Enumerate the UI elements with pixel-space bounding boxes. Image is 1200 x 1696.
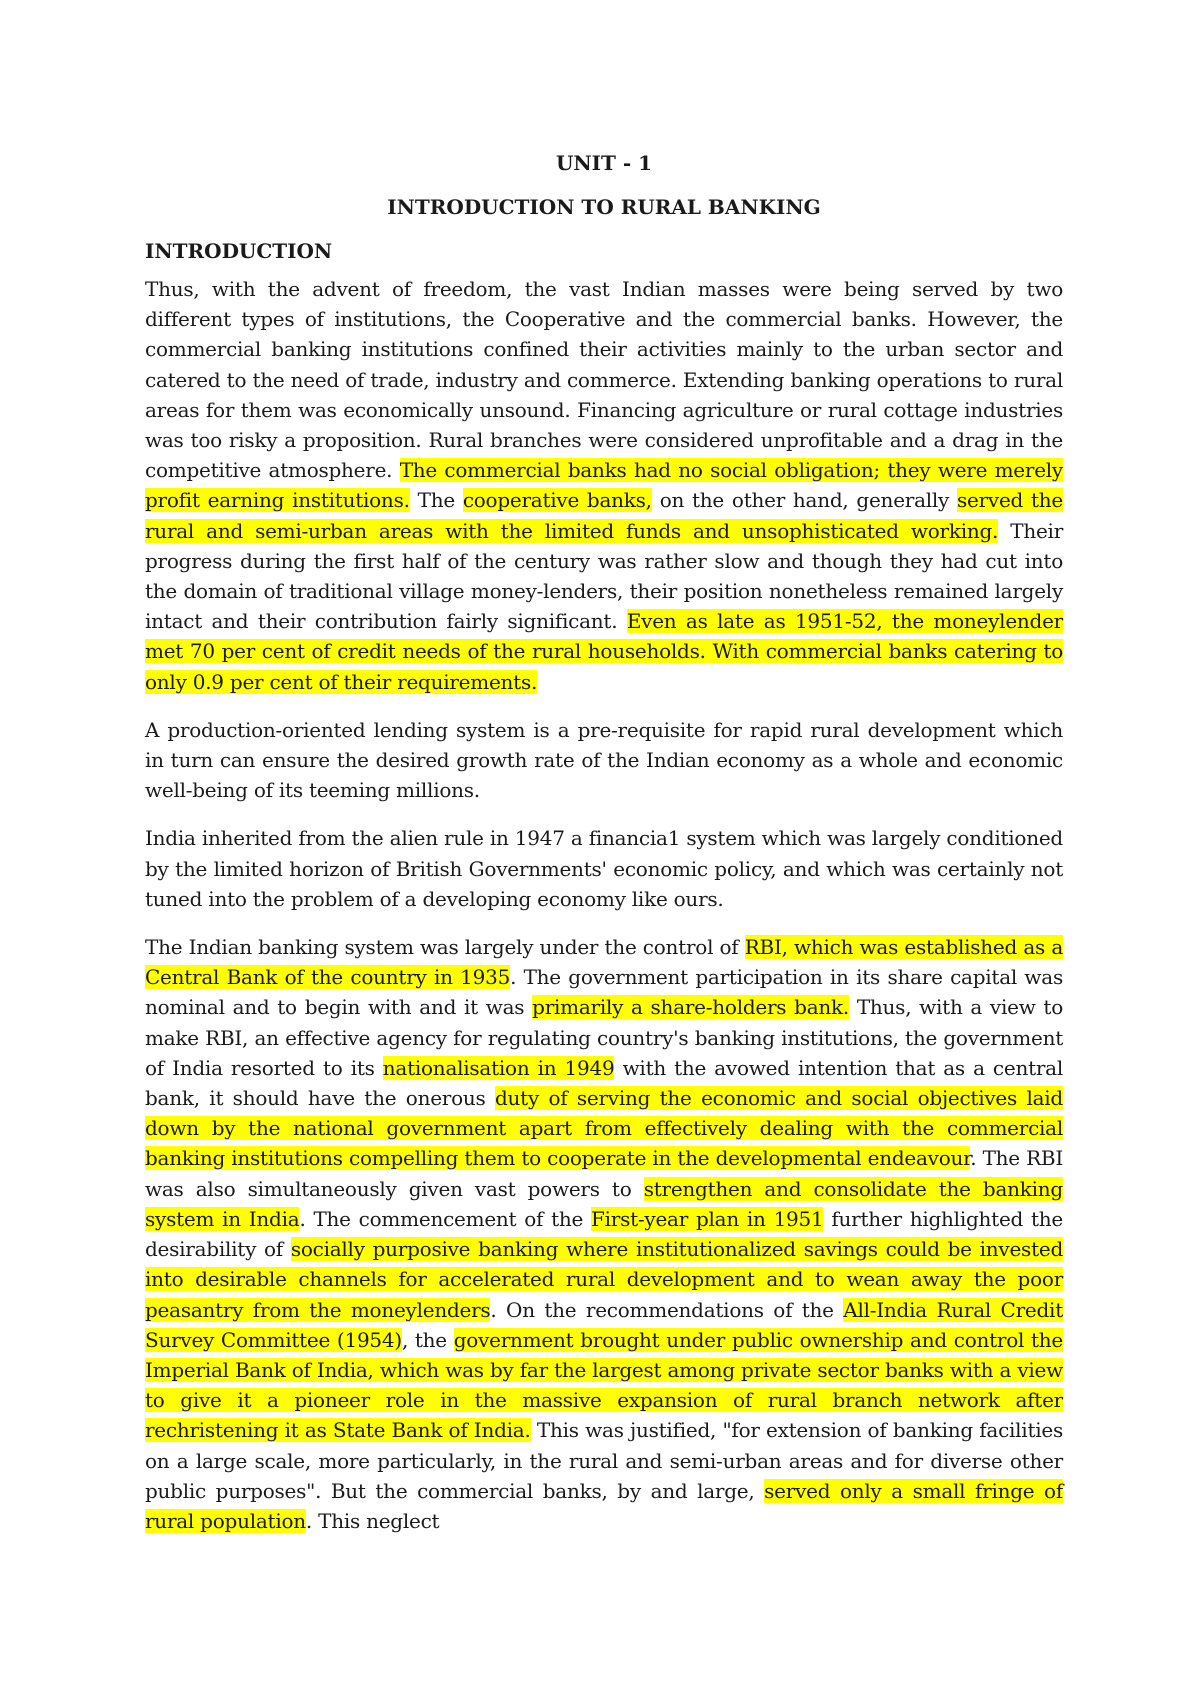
paragraph-1 — [145, 274, 1063, 697]
body-text: This was justified, "for extension of banking facilities on a large scale, more particularly, in the rural and semi-urban areas and for diverse other public purposes". But the commercial banks, by and large, — [145, 1418, 1063, 1503]
highlighted-text: The commercial banks had no social obligation; they were merely profit earning institutions. — [145, 458, 1063, 513]
body-text: The Indian banking system was largely under the control of — [145, 935, 745, 960]
body-text: . The commencement of the — [299, 1206, 592, 1231]
body-text: . On the recommendations of the — [490, 1297, 844, 1322]
highlighted-text: government brought under public ownership and control the Imperial Bank of India, which was by far the largest among private sector banks with a view to give it a pioneer role in the massive expansion of rural branch network after rechristening it as State Bank of India. — [145, 1327, 1064, 1443]
body-text: further highlighted the desirability of — [145, 1206, 1064, 1262]
highlighted-text: duty of serving the economic and social objectives laid down by the national government apart from effectively dealing with the commercial banking institutions compelling them to cooperate in the developmental endeavour — [145, 1086, 1063, 1171]
body-text: India inherited from the alien rule in 1947 a financia1 system which was largely conditioned by the limited horizon of British Governments' economic policy, and which was certainly not tuned into the problem of a developing economy like ours. — [145, 826, 1063, 911]
body-text: Thus, with the advent of freedom, the vast Indian masses were being served by two different types of institutions, the Cooperative and the commercial banks. However, the commercial banking institutions confined their activities mainly to the urban sector and catered to the need of trade, industry and commerce. Extending banking operations to rural areas for them was economically unsound. Financing agriculture or rural cottage industries was too risky a proposition. Rural branches were considered unprofitable and a drag in the competitive atmosphere. — [145, 277, 1063, 483]
highlighted-text: cooperative banks, — [462, 488, 652, 513]
body-text: on the other hand, generally — [651, 488, 957, 513]
highlighted-text: primarily a share-holders bank. — [532, 995, 849, 1020]
document-title: INTRODUCTION TO RURAL BANKING — [387, 195, 821, 219]
body-text: , the — [401, 1327, 454, 1352]
highlighted-text: RBI, which was established as a Central Bank of the country in 1935 — [145, 935, 1063, 990]
body-text: . The RBI was also simultaneously given vast powers to — [145, 1146, 1063, 1201]
body-text: . The government participation in its share capital was nominal and to begin with and it was — [145, 965, 1063, 1020]
highlighted-text: served the rural and semi-urban areas with the limited funds and unsophisticated working. — [145, 488, 1064, 543]
body-text: Their progress during the first half of the century was rather slow and though they had cut into the domain of traditional village money-lenders, their position nonetheless remained largely intact and their contribution fairly significant. — [145, 518, 1064, 634]
highlighted-text: First-year plan in 1951 — [591, 1206, 824, 1231]
highlighted-text: Even as late as 1951-52, the moneylender met 70 per cent of credit needs of the rural households. With commercial banks catering to only 0.9 per cent of their requirements. — [145, 609, 1063, 694]
body-text: A production-oriented lending system is a pre-requisite for rapid rural development which in turn can ensure the desired growth rate of the Indian economy as a whole and economic well-being of its teeming millions. — [145, 717, 1063, 803]
body-text: The — [409, 488, 463, 513]
body-text: Thus, with a view to make RBI, an effective agency for regulating country's banking institutions, the government of India resorted to its — [145, 995, 1063, 1080]
document-page — [145, 138, 1063, 1554]
body-text: . This neglect — [305, 1508, 440, 1533]
highlighted-text: socially purposive banking where institutionalized savings could be invested into desirable channels for accelerated rural development and to wean away the poor peasantry from the moneylenders — [145, 1237, 1063, 1322]
highlighted-text: All-India Rural Credit Survey Committee (1954) — [145, 1297, 1063, 1352]
section-heading: INTRODUCTION — [145, 239, 333, 263]
paragraph-3 — [145, 823, 1063, 914]
body-text: with the avowed intention that as a central bank, it should have the onerous — [145, 1055, 1063, 1111]
paragraph-4 — [145, 932, 1063, 1536]
highlighted-text: nationalisation in 1949 — [382, 1055, 615, 1080]
paragraph-2 — [145, 715, 1063, 806]
highlighted-text: served only a small fringe of rural population — [145, 1478, 1063, 1533]
unit-title: UNIT - 1 — [555, 151, 653, 175]
highlighted-text: strengthen and consolidate the banking system in India — [145, 1176, 1063, 1231]
